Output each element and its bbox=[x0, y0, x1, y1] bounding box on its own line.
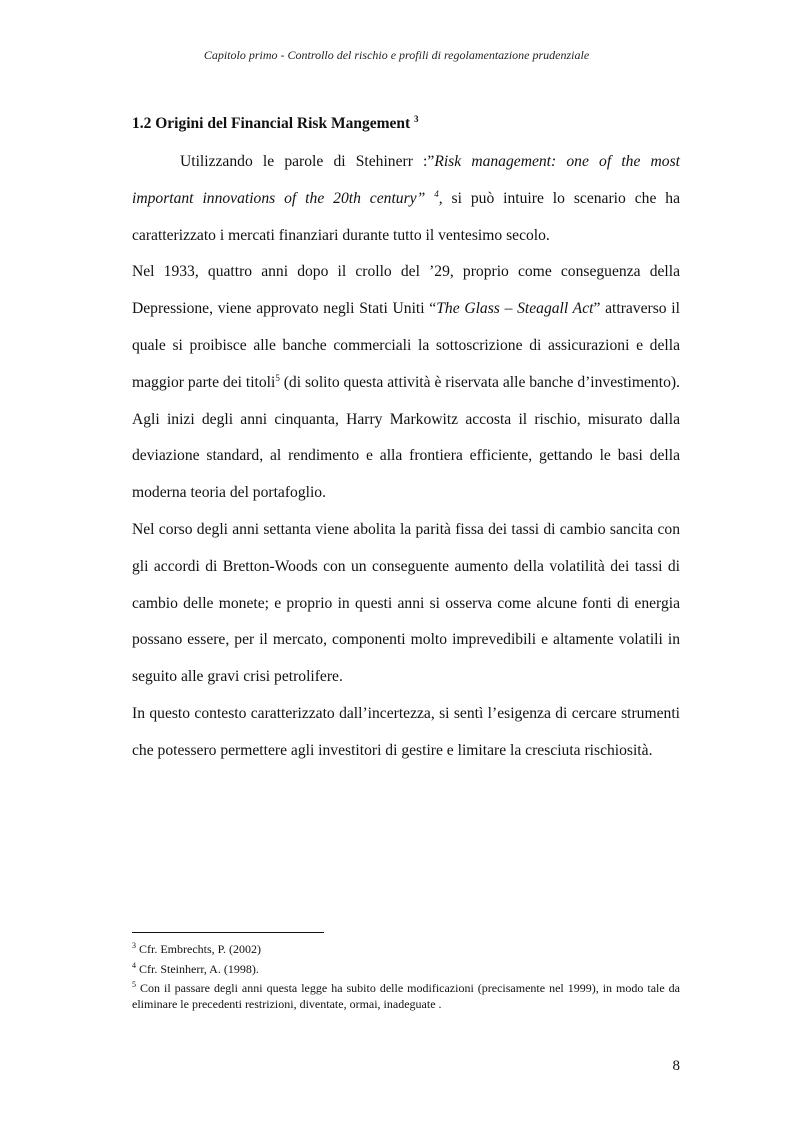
footnote-ref-5: 5 bbox=[275, 372, 280, 383]
p1-quote: Risk management: one of the most important innovations of the 20th century” bbox=[132, 153, 680, 207]
p2-text-d: (di solito questa attività è riservata alle banche d’investimento). bbox=[279, 373, 680, 391]
page-number: 8 bbox=[672, 1058, 680, 1074]
p2-act-title: The Glass – Steagall Act bbox=[436, 300, 594, 318]
running-header: Capitolo primo - Controllo del rischio e profili di regolamentazione prudenziale bbox=[203, 48, 590, 62]
paragraph-4: Nel corso degli anni settanta viene abolita la parità fissa dei tassi di cambio sancita con gli accordi di Bretton-Woods con un conseguente aumento della volatilità dei tassi di cambio delle monete; e proprio in questi anni si osserva come alcune fonti di energia possano essere, per il mercato, componenti molto imprevedibili e altamente volatili in seguito alle gravi crisi petrolifere. bbox=[132, 520, 680, 686]
footnote-separator bbox=[132, 932, 324, 933]
footnote-5-text: Con il passare degli anni questa legge ha subito delle modificazioni (precisamente nel 1999), in modo tale da eliminare le precedenti restrizioni, diventate, ormai, inadeguate . bbox=[132, 981, 680, 1011]
paragraph-1 bbox=[132, 144, 680, 254]
footnote-ref-4: 4 bbox=[434, 188, 439, 199]
footnote-3-number: 3 bbox=[132, 941, 136, 950]
body-text bbox=[132, 144, 680, 770]
footnotes bbox=[132, 938, 680, 1012]
paragraph-2 bbox=[132, 254, 680, 401]
footnote-3 bbox=[132, 938, 680, 958]
footnote-4-number: 4 bbox=[132, 960, 136, 970]
footnote-5 bbox=[132, 977, 680, 1012]
p1-text-d: si può intuire lo scenario che ha caratterizzato i mercati finanziari durante tutto il ventesimo secolo. bbox=[132, 189, 681, 244]
footnote-4 bbox=[132, 958, 680, 978]
footnote-5-number: 5 bbox=[132, 980, 136, 989]
p1-comma: , bbox=[438, 189, 443, 207]
footnote-ref-3: 3 bbox=[414, 114, 419, 124]
p2-text-c: ” attraverso il quale si proibisce alle banche commerciali la sottoscrizione di assicurazioni e della maggior parte dei titoli bbox=[132, 300, 680, 391]
p1-text-a: Utilizzando le parole di Stehinerr :” bbox=[180, 153, 435, 170]
paragraph-5: In questo contesto caratterizzato dall’incertezza, si sentì l’esigenza di cercare strumenti che potessero permettere agli investitori di gestire e limitare la cresciuta rischiosità. bbox=[132, 704, 680, 759]
paragraph-3: Agli inizi degli anni cinquanta, Harry Markowitz accosta il rischio, misurato dalla deviazione standard, al rendimento e alla frontiera efficiente, gettando le basi della moderna teoria del portafoglio. bbox=[132, 410, 680, 502]
p2-text-a: Nel 1933, quattro anni dopo il crollo del ’29, proprio come conseguenza della Depressione, viene approvato negli Stati Uniti “ bbox=[132, 263, 680, 318]
section-title: 1.2 Origini del Financial Risk Mangement bbox=[132, 115, 411, 133]
section-heading bbox=[132, 114, 419, 133]
footnote-4-text: Cfr. Steinherr, A. (1998). bbox=[136, 961, 259, 976]
footnote-3-text: Cfr. Embrechts, P. (2002) bbox=[136, 942, 261, 956]
